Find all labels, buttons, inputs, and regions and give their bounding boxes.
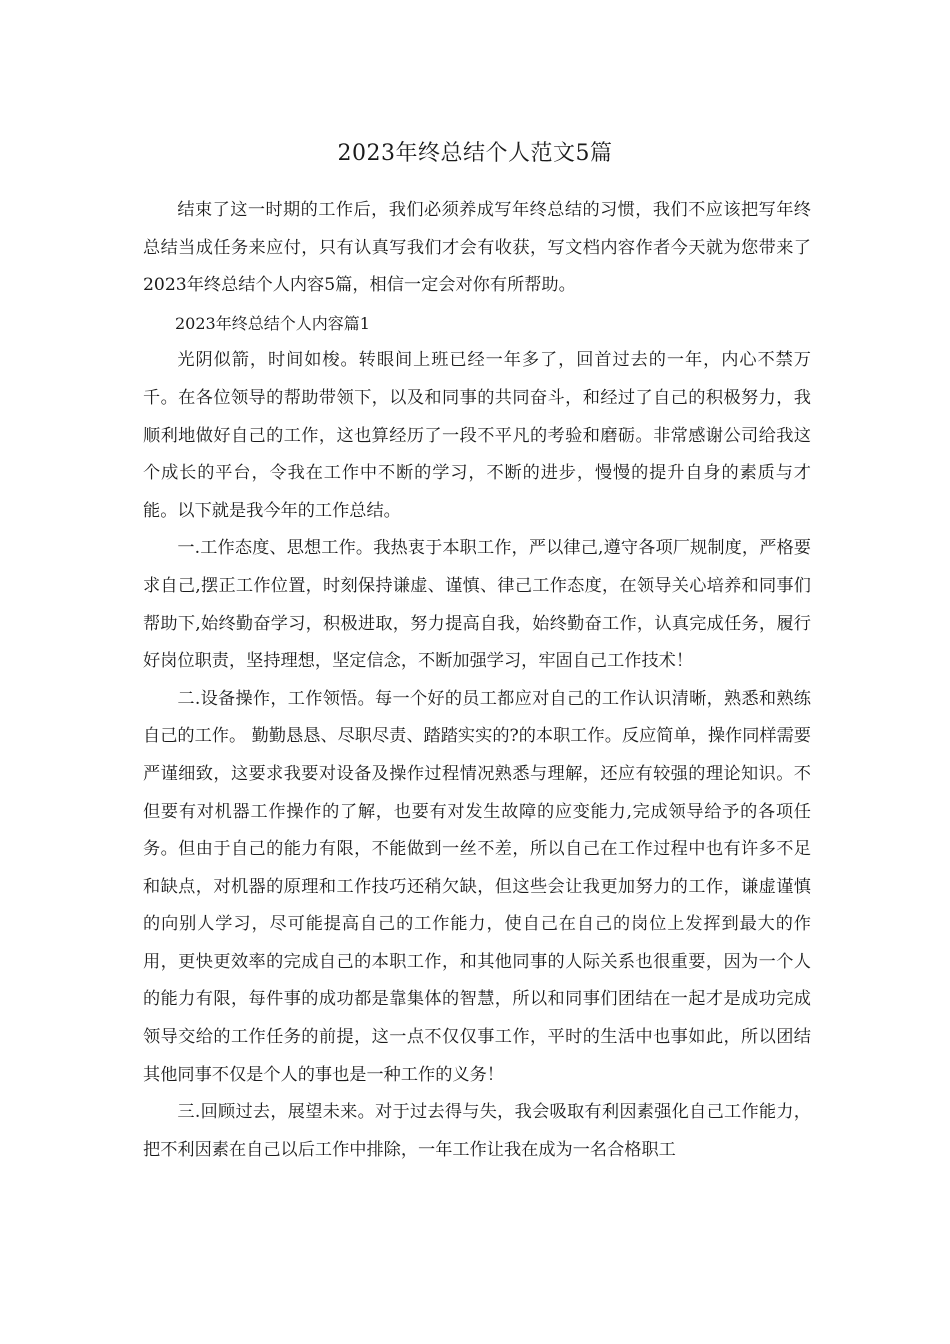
body-paragraph: 一.工作态度、思想工作。我热衷于本职工作，严以律己,遵守各项厂规制度，严格要求自己,摆正工作位置，时刻保持谦虚、谨慎、律己工作态度，在领导关心培养和同事们帮助下,始终勤奋学习，积极进取，努力提高自我，始终勤奋工作，认真完成任务，履行好岗位职责，坚持理想，坚定信念，不断加强学习，牢固自己工作技术！ bbox=[143, 538, 811, 672]
document-body bbox=[143, 192, 811, 1169]
body-paragraph: 二.设备操作，工作领悟。每一个好的员工都应对自己的工作认识清晰，熟悉和熟练自己的工作。 勤勤恳恳、尽职尽责、踏踏实实的?的本职工作。反应简单，操作同样需要严谨细致，这要求我要对设备及操作过程情况熟悉与理解，还应有较强的理论知识。不但要有对机器工作操作的了解，也要有对发生故障的应变能力,完成领导给予的各项任务。但由于自己的能力有限，不能做到一丝不差，所以自己在工作过程中也有许多不足和缺点，对机器的原理和工作技巧还稍欠缺，但这些会让我更加努力的工作，谦虚谨慎的向别人学习，尽可能提高自己的工作能力，使自己在自己的岗位上发挥到最大的作用，更快更效率的完成自己的本职工作，和其他同事的人际关系也很重要，因为一个人的能力有限，每件事的成功都是靠集体的智慧，所以和同事们团结在一起才是成功完成领导交给的工作任务的前提，这一点不仅仅事工作，平时的生活中也事如此，所以团结其他同事不仅是个人的事也是一种工作的义务！ bbox=[143, 688, 811, 1085]
body-paragraph: 光阴似箭，时间如梭。转眼间上班已经一年多了，回首过去的一年，内心不禁万千。在各位领导的帮助带领下，以及和同事的共同奋斗，和经过了自己的积极努力，我顺利地做好自己的工作，这也算经历了一段不平凡的考验和磨砺。非常感谢公司给我这个成长的平台，令我在工作中不断的学习，不断的进步，慢慢的提升自身的素质与才能。以下就是我今年的工作总结。 bbox=[143, 350, 811, 521]
section-heading: 2023年终总结个人内容篇1 bbox=[175, 313, 370, 333]
document-title: 2023年终总结个人范文5篇 bbox=[337, 141, 613, 166]
body-paragraph: 三.回顾过去，展望未来。对于过去得与失，我会吸取有利因素强化自己工作能力，把不利因素在自己以后工作中排除，一年工作让我在成为一名合格职工 bbox=[143, 1102, 811, 1160]
intro-paragraph: 结束了这一时期的工作后，我们必须养成写年终总结的习惯，我们不应该把写年终总结当成任务来应付，只有认真写我们才会有收获，写文档内容作者今天就为您带来了2023年终总结个人内容5篇，相信一定会对你有所帮助。 bbox=[143, 200, 811, 296]
